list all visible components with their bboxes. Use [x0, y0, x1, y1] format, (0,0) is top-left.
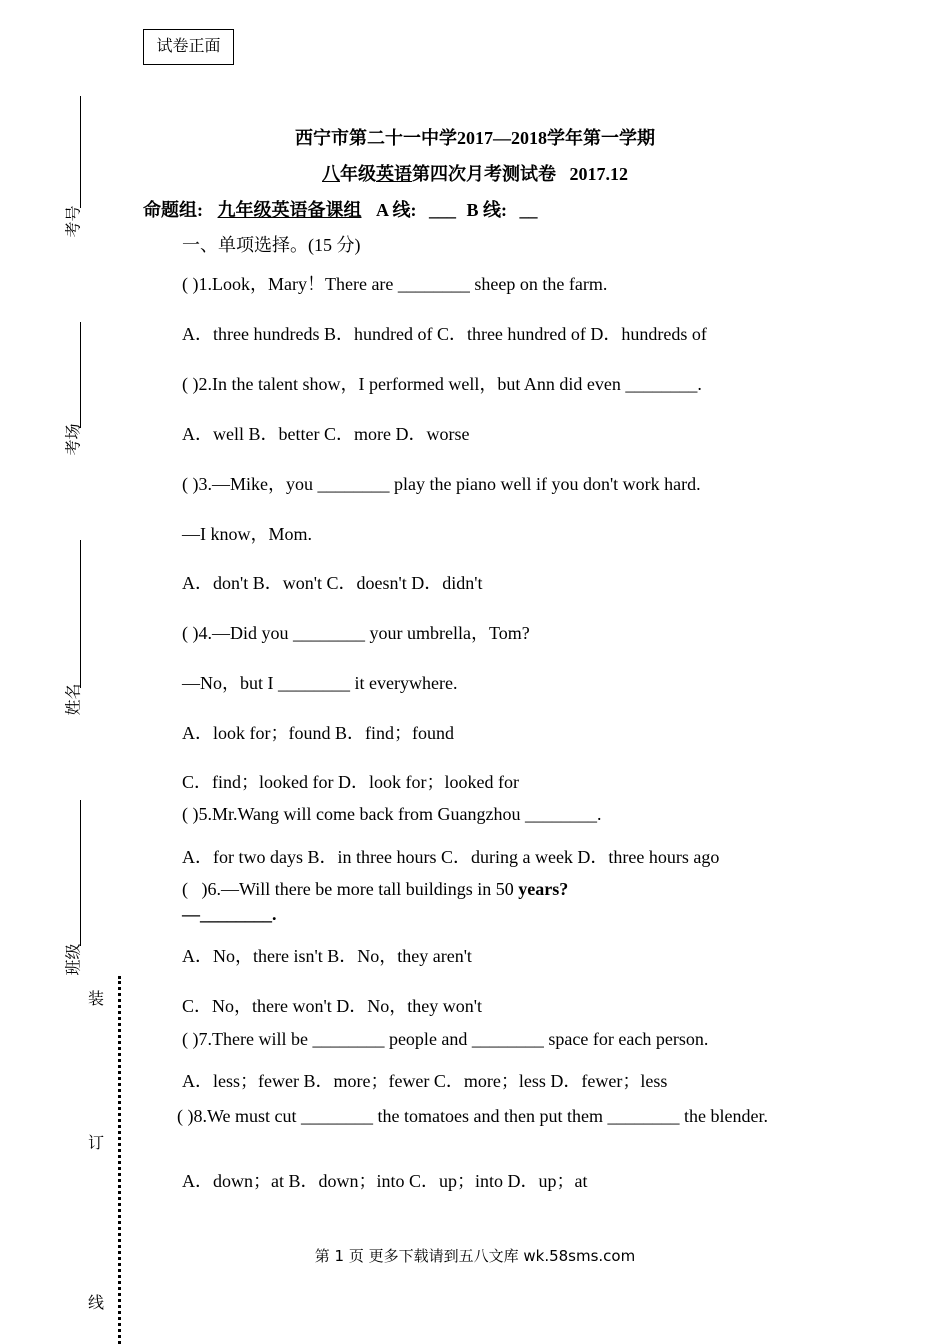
binding-char-ding: 订	[88, 1135, 105, 1152]
page-title: 西宁市第二十一中学2017—2018学年第一学期	[295, 128, 655, 148]
option-line: A．down；at B．down；into C．up；into D．up；at	[182, 1171, 588, 1191]
option-line: A．for two days B．in three hours C．during a week D．three hours ago	[182, 847, 720, 867]
option-line: A．three hundreds B．hundred of C．three hundred of D．hundreds of	[182, 324, 707, 344]
grade: 八	[322, 164, 340, 184]
subject: 英语	[376, 164, 412, 184]
name-label: 姓名	[65, 683, 83, 716]
meta-b-label: B 线:	[466, 200, 507, 220]
question-line: ( )5.Mr.Wang will come back from Guangzhou ________.	[182, 804, 602, 824]
q6-bold: years?	[518, 879, 569, 899]
class-label: 班级	[65, 943, 83, 976]
question-line: ( )7.There will be ________ people and ________ space for each person.	[182, 1029, 709, 1049]
page-footer: 第 1 页 更多下载请到五八文库 wk.58sms.com	[314, 1247, 636, 1265]
answer-blank: —________.	[182, 904, 277, 924]
exam-room-line	[80, 322, 81, 428]
proposition-meta	[143, 196, 538, 222]
option-line: A．don't B．won't C．doesn't D．didn't	[182, 573, 483, 593]
class-line	[80, 800, 81, 946]
question-line: ( )3.—Mike，you ________ play the piano well if you don't work hard.	[182, 474, 701, 494]
meta-label: 命题组:	[143, 200, 203, 220]
question-8: ( )8.We must cut ________ the tomatoes and then put them ________ the blender.	[177, 1106, 768, 1126]
dialogue-line: —No，but I ________ it everywhere.	[182, 673, 458, 693]
exam-no-line	[80, 96, 81, 208]
meta-b-blank: __	[519, 200, 538, 220]
option-line: C．No，there won't D．No，they won't	[182, 996, 482, 1016]
question-line: ( )4.—Did you ________ your umbrella，Tom?	[182, 623, 530, 643]
option-line: C．find；looked for D．look for；looked for	[182, 772, 519, 792]
option-line: A．less；fewer B．more；fewer C．more；less D．fewer；less	[182, 1071, 668, 1091]
option-line: A．look for；found B．find；found	[182, 723, 454, 743]
question-line: ( )2.In the talent show，I performed well，but Ann did even ________.	[182, 374, 702, 394]
name-line	[80, 540, 81, 688]
option-line: A．well B．better C．more D．worse	[182, 424, 470, 444]
exam-side-stamp: 试卷正面	[143, 29, 234, 65]
meta-group: 九年级英语备课组	[217, 200, 362, 220]
subtitle-rest: 第四次月考测试卷 2017.12	[412, 164, 628, 184]
meta-a-label: A 线:	[376, 200, 417, 220]
exam-no-label: 考号	[65, 205, 83, 238]
option-line: A．No，there isn't B．No，they aren't	[182, 946, 472, 966]
section-heading: 一、单项选择。(15 分)	[182, 235, 361, 255]
binding-char-zhuang: 装	[88, 991, 105, 1008]
exam-room-label: 考场	[65, 423, 83, 456]
question-line: ( )1.Look，Mary！There are ________ sheep on the farm.	[182, 274, 608, 294]
binding-char-xian: 线	[88, 1295, 105, 1312]
meta-a-blank: ___	[429, 200, 456, 220]
subtitle-mid: 年级	[340, 164, 376, 184]
page-subtitle	[0, 160, 950, 186]
dialogue-line: —I know，Mom.	[182, 524, 312, 544]
question-line: ( )6.—Will there be more tall buildings in 50 years?	[182, 879, 569, 899]
binding-dotted-line	[118, 976, 121, 1344]
